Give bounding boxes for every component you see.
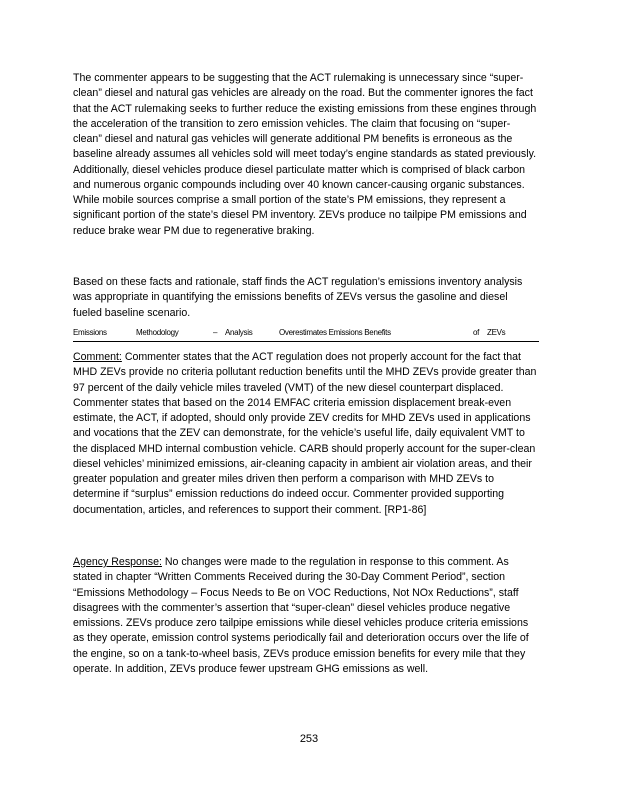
paragraph-commenter-suggestion: The commenter appears to be suggesting that the ACT rulemaking is unnecessary since “super- clean” diesel and natural gas vehicles are already on the road. But the commenter ignores the fact that the ACT rulemaking seeks to further reduce the existing emissions from these engines through the acceleration of the transition to zero emission vehicles. The claim that focusing on “super-clean” diesel and natural gas vehicles will generate additional PM benefits is erroneous as the baseline already assumes all vehicles sold will meet today’s engine standards as stated previously. Additionally, diesel vehicles produce diesel particulate matter which is comprised of black carbon and numerous organic compounds including over 40 known cancer-causing organic substances. While mobile sources comprise a small portion of the state’s PM emissions, they represent a significant portion of the state’s diesel PM inventory. ZEVs produce no tailpipe PM emissions and reduce brake wear PM due to regenerative braking.	[73, 72, 537, 237]
comment-paragraph	[73, 350, 539, 518]
agency-response-text: No changes were made to the regulation in response to this comment. As stated in chapter “Written Comments Received during the 30-Day Comment Period”, section “Emissions Methodology – Focus Needs to Be on VOC Reductions, Not NOx Reductions”, staff disagrees with the commenter’s assertion that “super-clean” diesel vehicles produce negative emissions. ZEVs produce zero tailpipe emissions while diesel vehicles produce criteria emissions as they operate, emission control systems periodically fail and deterioration occurs over the life of the engine, so on a tank-to-wheel basis, ZEVs produce emission benefits for every mile that they operate. In addition, ZEVs produce fewer upstream GHG emissions as well.	[73, 556, 529, 675]
comment-text: Commenter states that the ACT regulation does not properly account for the fact that MHD ZEVs provide no criteria pollutant reduction benefits until the MHD ZEVs provide greater than 97 percent of the daily vehicle miles traveled (VMT) of the new diesel counterpart displaced. Commenter states that based on the 2014 EMFAC criteria emission displacement break-even estimate, the ACT, if adopted, should only provide ZEV credits for MHD ZEVs used in applications and vocations that the ZEV can demonstrate, for the vehicle’s useful life, daily equivalent VMT to the displaced MHD internal combustion vehicle. CARB should properly account for the super-clean diesel vehicles’ minimized emissions, air-cleaning capacity in ambient air violation areas, and their greater population and greater miles driven then perform a comparison with MHD ZEVs to determine if “surplus” emission reductions do indeed occur. Commenter provided supporting documentation, articles, and references to support their comment. [RP1-86]	[73, 351, 537, 516]
page-number: 253	[299, 733, 319, 745]
heading-word-methodology: Methodology	[136, 328, 179, 337]
heading-word-emissions: Emissions	[73, 328, 107, 337]
heading-word-analysis: Analysis	[225, 328, 253, 337]
agency-response-label: Agency Response:	[73, 556, 162, 568]
heading-word-of: of	[473, 328, 480, 337]
heading-underline	[73, 341, 539, 342]
section-heading	[73, 328, 539, 342]
heading-word-overestimates: Overestimates Emissions Benefits	[279, 328, 391, 337]
heading-dash: –	[213, 328, 218, 337]
comment-label: Comment:	[73, 351, 122, 363]
agency-response-paragraph	[73, 555, 539, 677]
heading-word-zevs: ZEVs	[487, 328, 506, 337]
paragraph-staff-finding: Based on these facts and rationale, staff finds the ACT regulation’s emissions inventory analysis was appropriate in quantifying the emissions benefits of ZEVs versus the gasoline and diesel fueled baseline scenario.	[73, 276, 523, 319]
